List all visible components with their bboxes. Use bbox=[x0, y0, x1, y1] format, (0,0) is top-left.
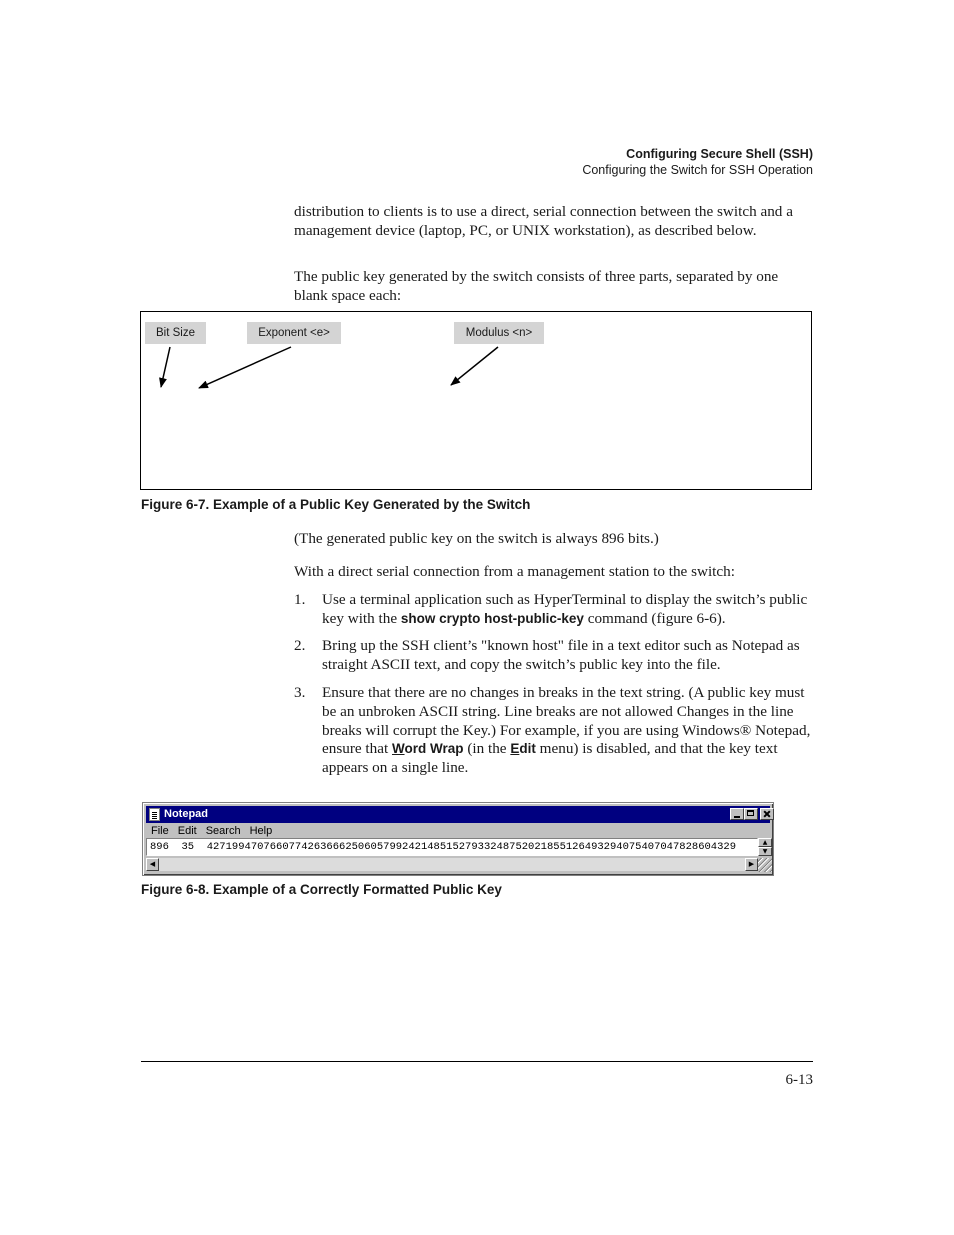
step-3-number: 3. bbox=[294, 684, 306, 701]
maximize-icon[interactable] bbox=[744, 808, 758, 820]
figure-6-7-caption: Figure 6-7. Example of a Public Key Generated by the Switch bbox=[141, 497, 531, 512]
figure-6-8-caption: Figure 6-8. Example of a Correctly Formatted Public Key bbox=[141, 882, 502, 897]
step-2-text: Bring up the SSH client’s "known host" file in a text editor such as Notepad as straight ASCII text, and copy the switch’s public key into the file. bbox=[322, 637, 800, 673]
step-3-text: Ensure that there are no changes in breaks in the text string. (A public key must be an unbroken ASCII string. Line breaks are not allowed Changes in the line breaks will corrupt the Key.) For example, if you are using Windows® Notepad, ensure that Word Wrap (in the Edit menu) is disabled, and that the key text appears on a single line. bbox=[322, 684, 811, 777]
footer-rule bbox=[141, 1061, 813, 1062]
scroll-right-icon[interactable]: ▶ bbox=[745, 858, 758, 871]
scroll-left-icon[interactable]: ◀ bbox=[146, 858, 159, 871]
label-modulus: Modulus <n> bbox=[454, 322, 544, 344]
notepad-titlebar[interactable] bbox=[146, 806, 770, 823]
scroll-up-icon[interactable]: ▲ bbox=[758, 838, 772, 847]
page-number: 6-13 bbox=[785, 1072, 813, 1088]
horizontal-scrollbar[interactable] bbox=[146, 858, 758, 871]
label-exponent: Exponent <e> bbox=[247, 322, 341, 344]
scroll-down-icon[interactable]: ▼ bbox=[758, 847, 772, 856]
menu-word-wrap: Word Wrap bbox=[392, 741, 464, 757]
menu-edit: Edit bbox=[510, 741, 536, 757]
menu-search[interactable]: Search bbox=[205, 825, 241, 837]
resize-grip-icon[interactable] bbox=[758, 858, 772, 872]
command-show-crypto: show crypto host-public-key bbox=[400, 610, 584, 626]
arrow-exponent bbox=[199, 347, 291, 388]
notepad-text-area[interactable] bbox=[146, 838, 758, 856]
step-1-number: 1. bbox=[294, 591, 306, 608]
paragraph-direct-serial: With a direct serial connection from a management station to the switch: bbox=[294, 563, 735, 580]
minimize-icon[interactable] bbox=[730, 808, 744, 820]
step-1-text: Use a terminal application such as HyperTerminal to display the switch’s public key with the show crypto host-public-key command (figure 6-6). bbox=[322, 591, 808, 627]
public-key-text: 896 35 427199470766077426366625060579924214851527933248752021855126493294075407047828604329 bbox=[150, 841, 736, 853]
notepad-menubar bbox=[151, 824, 281, 838]
paragraph-distribution: distribution to clients is to use a direct, serial connection between the switch and a management device (laptop, PC, or UNIX workstation), as described below. bbox=[294, 203, 793, 239]
menu-edit-item[interactable]: Edit bbox=[177, 825, 197, 837]
label-bit-size: Bit Size bbox=[145, 322, 206, 344]
notepad-window bbox=[142, 802, 774, 876]
arrow-modulus bbox=[451, 347, 498, 385]
running-header-chapter: Configuring Secure Shell (SSH) bbox=[626, 147, 813, 161]
figure-public-key-diagram bbox=[140, 311, 812, 490]
notepad-title: Notepad bbox=[164, 808, 208, 820]
running-header-section: Configuring the Switch for SSH Operation bbox=[582, 163, 813, 177]
paragraph-896-bits: (The generated public key on the switch is always 896 bits.) bbox=[294, 530, 659, 547]
menu-help[interactable]: Help bbox=[249, 825, 273, 837]
vertical-scrollbar[interactable] bbox=[758, 838, 772, 856]
close-icon[interactable] bbox=[760, 808, 774, 820]
notepad-icon bbox=[149, 808, 160, 821]
pointer-arrows bbox=[141, 312, 813, 491]
step-2-number: 2. bbox=[294, 637, 306, 654]
arrow-bit-size bbox=[161, 347, 170, 387]
menu-file[interactable]: File bbox=[151, 825, 169, 837]
paragraph-public-key-parts: The public key generated by the switch consists of three parts, separated by one blank space each: bbox=[294, 268, 779, 304]
